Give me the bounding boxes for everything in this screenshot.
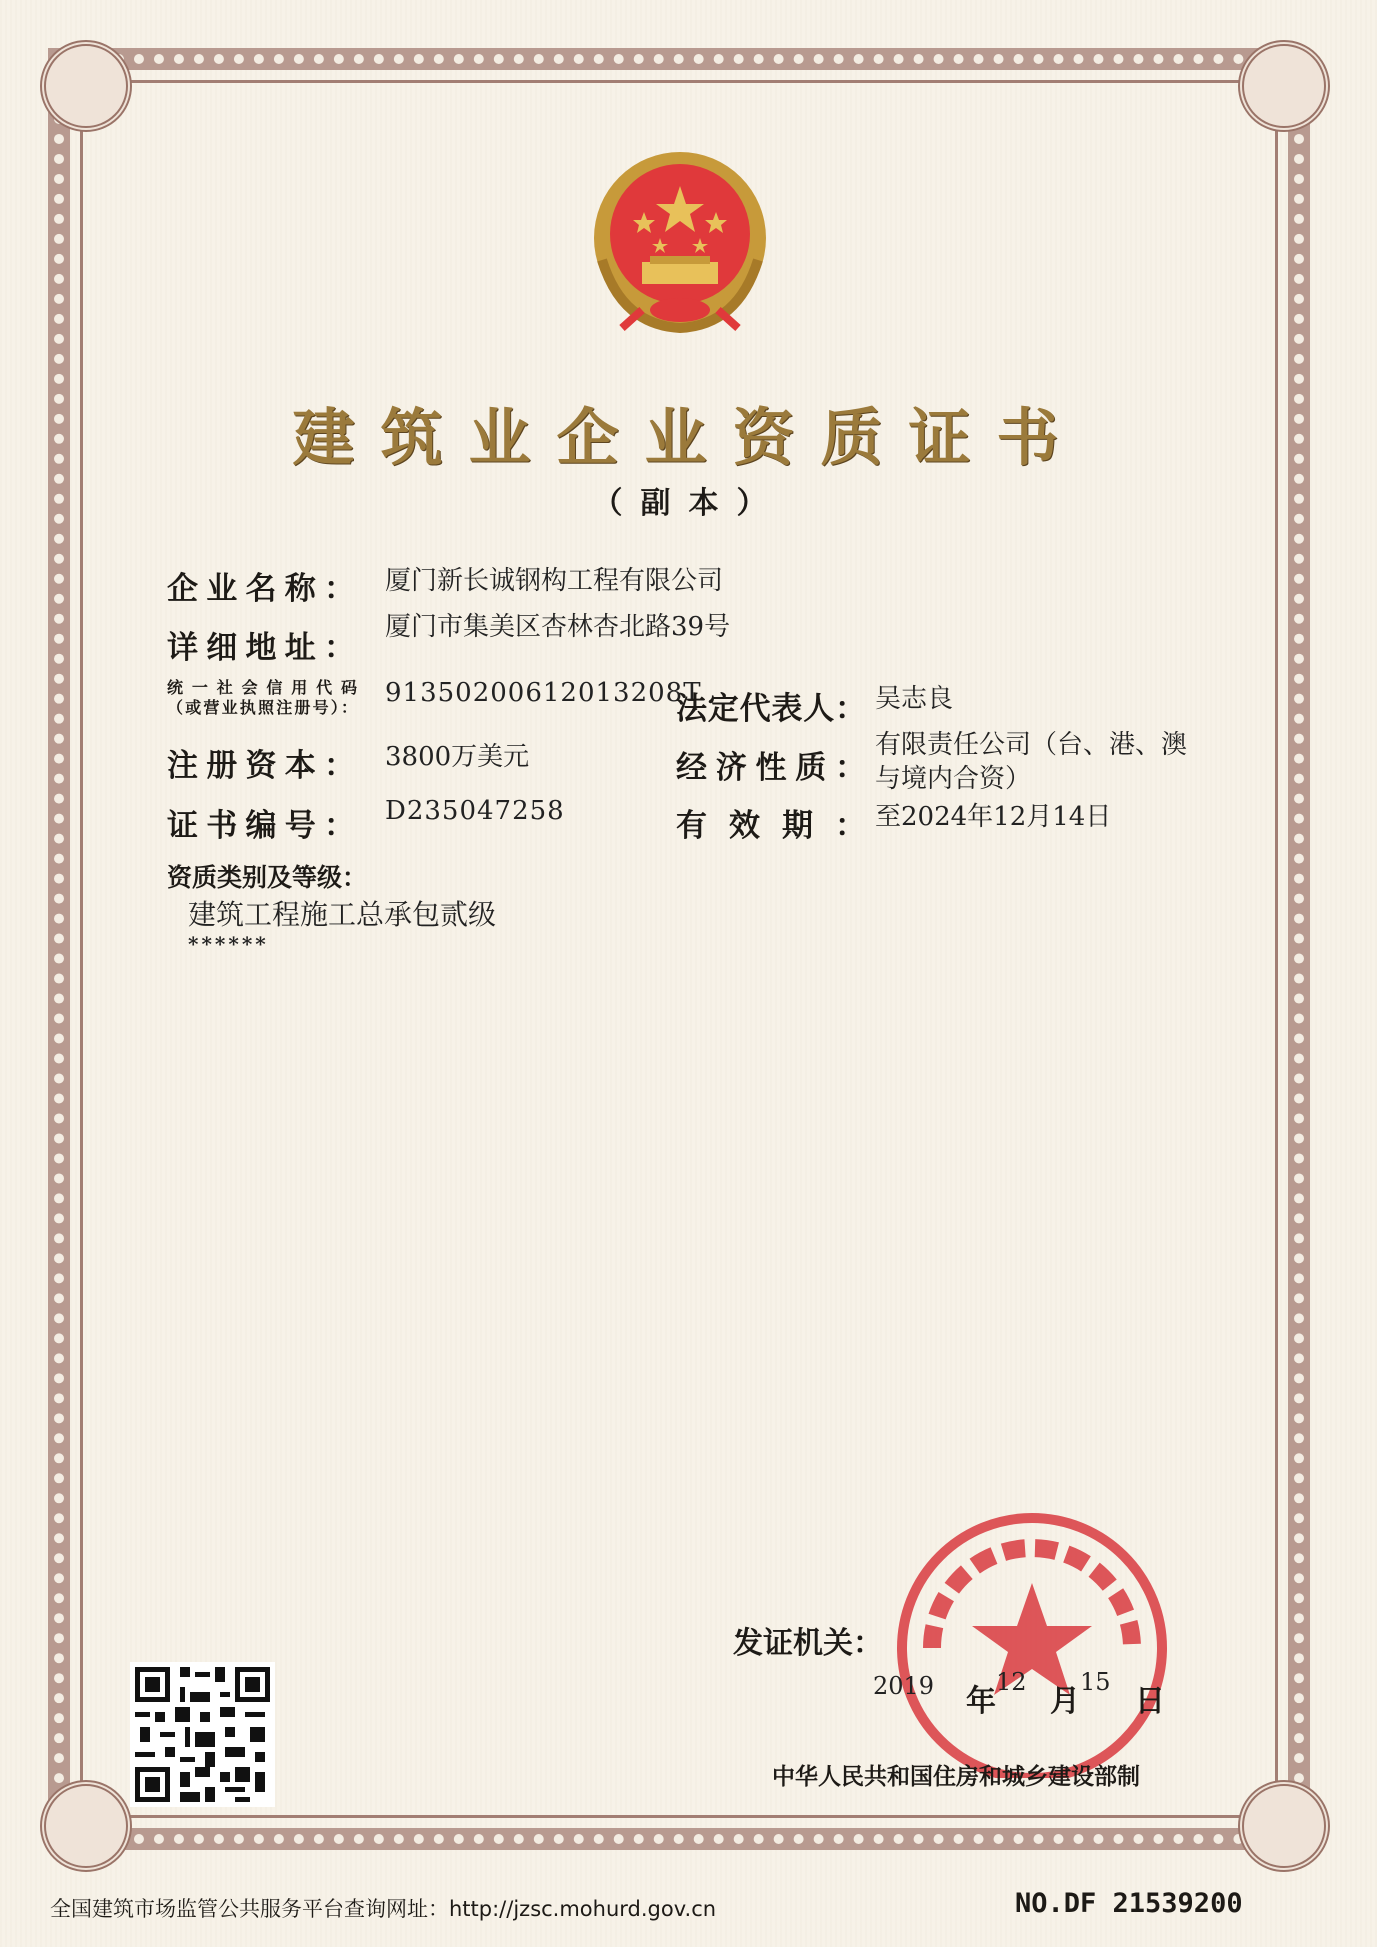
corner-ornament-bottom-right — [1238, 1780, 1330, 1872]
nature-value-line2: 与境内合资） — [875, 764, 1032, 794]
legal-rep-label: 法定代表人： — [676, 691, 866, 727]
certificate-subtitle: （副本） — [592, 486, 785, 521]
ministry-line: 中华人民共和国住房和城乡建设部制 — [772, 1764, 1140, 1790]
credit-code-label-line1: 统一社会信用代码 — [167, 678, 357, 697]
qualification-label: 资质类别及等级： — [167, 863, 368, 892]
qualification-stars: ****** — [188, 932, 269, 956]
certificate-title: 建筑业企业资质证书 — [292, 401, 1085, 474]
year-unit: 年 — [966, 1684, 996, 1719]
qualification-value: 建筑工程施工总承包贰级 — [188, 898, 497, 931]
validity-value: 至2024年12月14日 — [875, 802, 1112, 832]
corner-ornament-top-left — [40, 40, 132, 132]
issue-month: 12 — [996, 1668, 1027, 1696]
nature-label: 经济性质： — [676, 750, 866, 786]
day-unit: 日 — [1135, 1684, 1165, 1719]
credit-code-label — [167, 678, 357, 718]
qr-code-icon[interactable] — [130, 1662, 275, 1807]
month-unit: 月 — [1050, 1684, 1080, 1719]
validity-label: 有效期： — [676, 808, 866, 844]
capital-label: 注册资本： — [167, 748, 355, 784]
credit-code-value: 91350200612013208T — [385, 678, 702, 708]
address-value: 厦门市集美区杏林杏北路39号 — [385, 612, 731, 642]
cert-no-label: 证书编号： — [167, 808, 355, 844]
national-emblem-icon — [582, 150, 778, 340]
company-name-label: 企业名称： — [167, 571, 355, 607]
address-label: 详细地址： — [167, 630, 355, 666]
issuer-label: 发证机关： — [733, 1626, 883, 1661]
corner-ornament-bottom-left — [40, 1780, 132, 1872]
issue-day: 15 — [1080, 1668, 1111, 1696]
credit-code-label-line2: （或营业执照注册号）： — [167, 698, 357, 717]
nature-value-line1: 有限责任公司（台、港、澳 — [875, 730, 1188, 760]
issue-year: 2019 — [873, 1672, 935, 1700]
corner-ornament-top-right — [1238, 40, 1330, 132]
company-name-value: 厦门新长诚钢构工程有限公司 — [385, 566, 724, 596]
official-seal-icon — [842, 1498, 1222, 1778]
capital-value: 3800万美元 — [385, 742, 530, 772]
query-website[interactable]: 全国建筑市场监管公共服务平台查询网址：http://jzsc.mohurd.gov.cn — [50, 1897, 717, 1921]
serial-number: NO.DF 21539200 — [1015, 1888, 1243, 1919]
legal-rep-value: 吴志良 — [875, 684, 954, 714]
cert-no-value: D235047258 — [385, 796, 565, 826]
